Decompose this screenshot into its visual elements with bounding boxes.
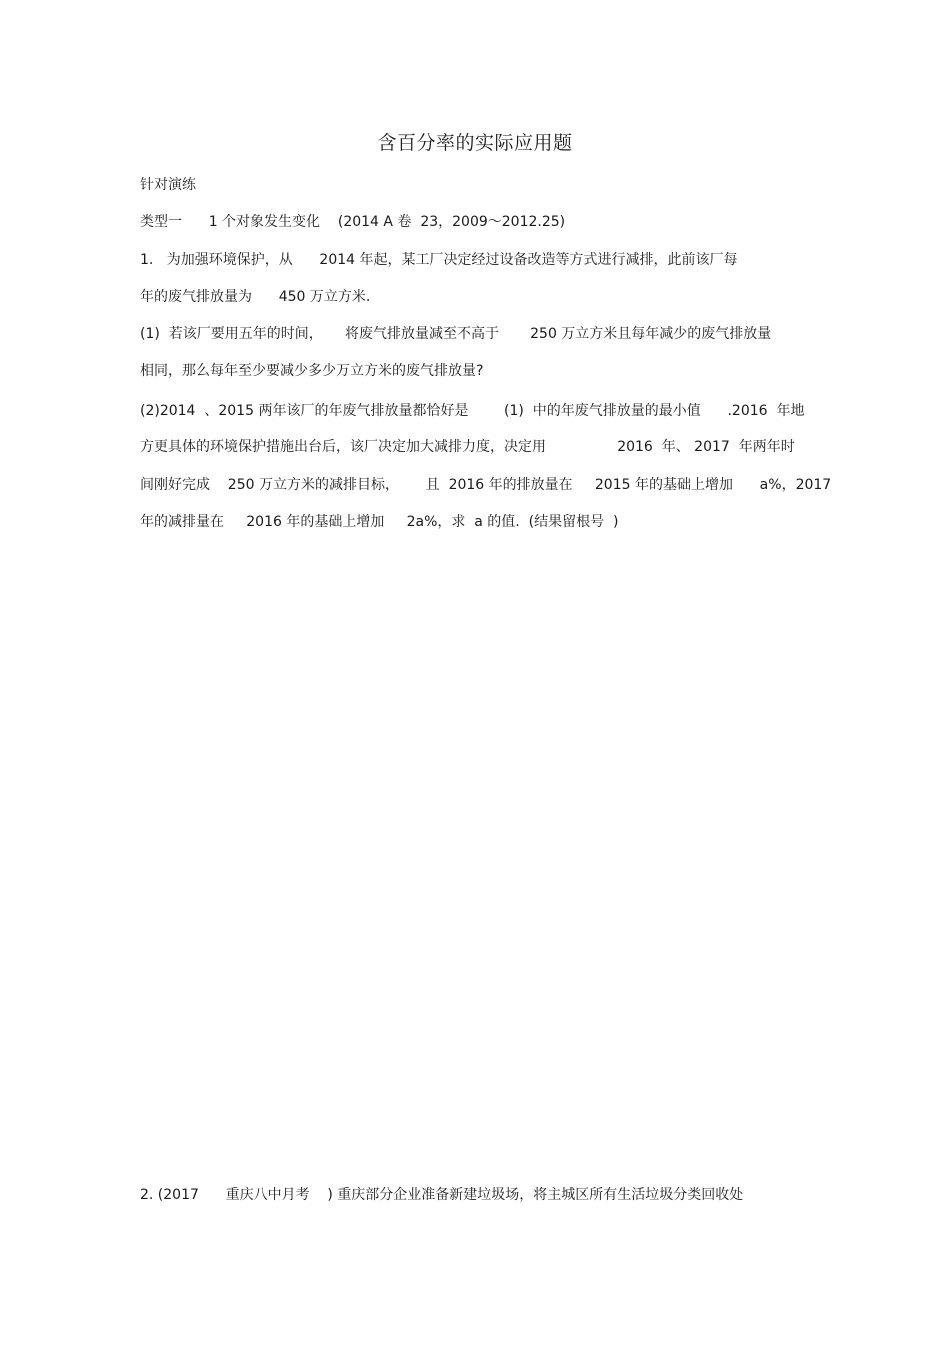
problem-1-part-1-line-1: (1) 若该厂要用五年的时间， 将废气排放量减至不高于 250 万立方米且每年减少的废气排放量 xyxy=(140,326,772,342)
type-heading: 类型一 1 个对象发生变化 (2014 A 卷 23，2009～2012.25) xyxy=(140,214,566,230)
problem-1-part-2-line-1: (2)2014 、2015 两年该厂的年废气排放量都恰好是 (1) 中的年废气排放量的最小值 .2016 年地 xyxy=(140,403,805,419)
problem-1-part-2-line-4: 年的减排量在 2016 年的基础上增加 2a%，求 a 的值. (结果留根号 ) xyxy=(140,514,619,530)
problem-1-part-2-line-2: 方更具体的环境保护措施出台后，该厂决定加大减排力度，决定用 2016 年、 2017 年两年时 xyxy=(140,439,795,455)
problem-1-stem-line-1: 1. 为加强环境保护，从 2014 年起，某工厂决定经过设备改造等方式进行减排，此前该厂每 xyxy=(140,252,738,268)
section-label: 针对演练 xyxy=(140,177,196,193)
problem-1-part-1-line-2: 相同，那么每年至少要减少多少万立方米的废气排放量? xyxy=(140,363,484,379)
problem-1-part-2-line-3: 间刚好完成 250 万立方米的减排目标， 且 2016 年的排放量在 2015 年的基础上增加 a%，2017 xyxy=(140,477,832,493)
page-title: 含百分率的实际应用题 xyxy=(377,132,573,154)
problem-1-stem-line-2: 年的废气排放量为 450 万立方米. xyxy=(140,289,371,305)
problem-2-stem-line-1: 2. (2017 重庆八中月考 ) 重庆部分企业准备新建垃圾场，将主城区所有生活垃圾分类回收处 xyxy=(140,1187,744,1203)
